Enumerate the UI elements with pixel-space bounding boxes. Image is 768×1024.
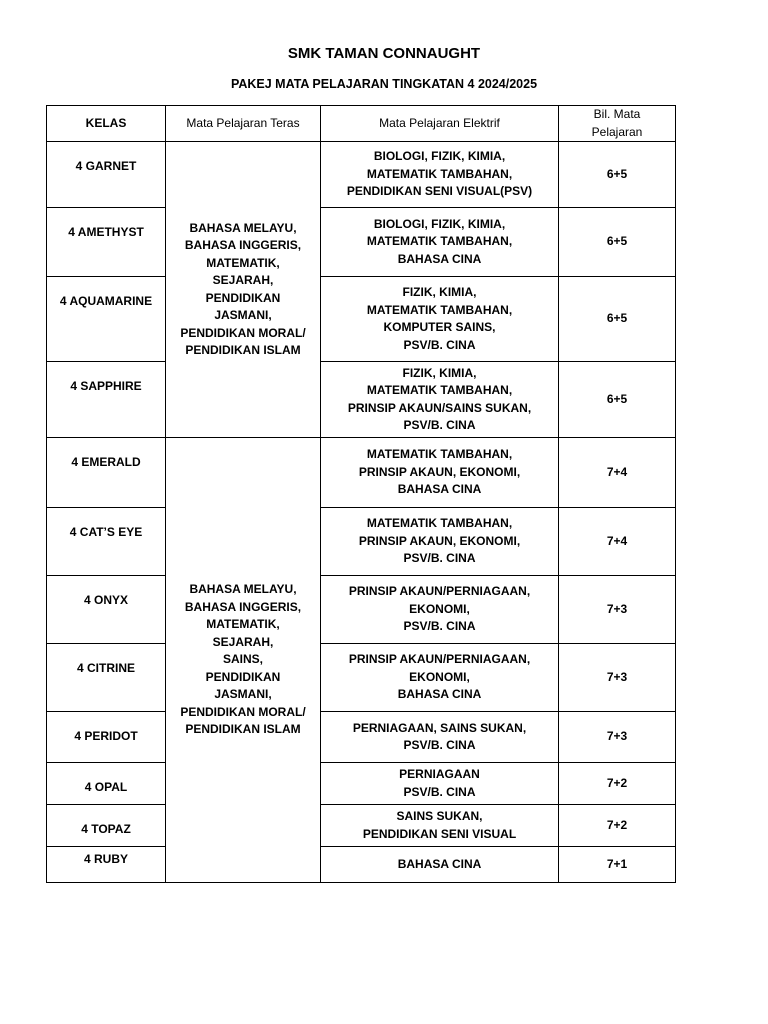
teras-line: SEJARAH, — [212, 634, 274, 649]
elektrif-cell — [321, 644, 559, 712]
elektrif-cell — [321, 763, 559, 805]
elektrif-line: PRINSIP AKAUN/PERNIAGAAN, — [348, 584, 531, 599]
teras-line: PENDIDIKAN — [205, 290, 281, 305]
table-row — [47, 508, 676, 576]
bil-cell: 7+2 — [559, 805, 676, 847]
elektrif-line: PENDIDIKAN SENI VISUAL — [362, 826, 517, 841]
bil-cell: 7+3 — [559, 712, 676, 763]
teras-line: BAHASA MELAYU, — [189, 220, 297, 235]
elektrif-line: EKONOMI, — [409, 601, 470, 616]
elektrif-cell — [321, 208, 559, 277]
kelas-cell: 4 AMETHYST — [47, 208, 166, 277]
table-row — [47, 142, 676, 208]
bil-cell: 6+5 — [559, 362, 676, 438]
document-subtitle: PAKEJ MATA PELAJARAN TINGKATAN 4 2024/2025 — [230, 77, 538, 91]
elektrif-line: PSV/B. CINA — [403, 418, 476, 432]
elektrif-line: PRINSIP AKAUN, EKONOMI, — [358, 464, 521, 479]
elektrif-line: BIOLOGI, FIZIK, KIMIA, — [373, 149, 506, 164]
elektrif-line: PRINSIP AKAUN, EKONOMI, — [358, 533, 521, 548]
elektrif-line: PSV/B. CINA — [403, 619, 476, 634]
teras-line: PENDIDIKAN ISLAM — [185, 722, 301, 737]
table-row — [47, 805, 676, 847]
teras-line: BAHASA INGGERIS, — [184, 238, 302, 252]
header-bil-line: Bil. Mata — [593, 107, 641, 121]
teras-line: PENDIDIKAN — [205, 669, 281, 684]
elektrif-cell — [321, 712, 559, 763]
elektrif-cell — [321, 508, 559, 576]
elektrif-line: MATEMATIK TAMBAHAN, — [366, 447, 513, 462]
table-row — [47, 763, 676, 805]
elektrif-line: BAHASA CINA — [397, 482, 482, 497]
teras-line: SAINS, — [222, 652, 263, 667]
kelas-cell: 4 GARNET — [47, 142, 166, 208]
elektrif-line: MATEMATIK TAMBAHAN, — [366, 302, 513, 317]
elektrif-cell — [321, 847, 559, 883]
elektrif-line: PSV/B. CINA — [403, 551, 476, 566]
elektrif-line: MATEMATIK TAMBAHAN, — [366, 516, 513, 531]
teras-line: PENDIDIKAN ISLAM — [185, 343, 301, 357]
table-row — [47, 576, 676, 644]
bil-cell: 6+5 — [559, 277, 676, 362]
elektrif-cell — [321, 142, 559, 208]
table-row — [47, 644, 676, 712]
teras-line: JASMANI, — [214, 687, 272, 702]
elektrif-line: FIZIK, KIMIA, — [402, 285, 477, 299]
table-row — [47, 208, 676, 277]
kelas-cell: 4 OPAL — [47, 763, 166, 805]
kelas-cell: 4 CITRINE — [47, 644, 166, 712]
elektrif-line: BAHASA CINA — [397, 687, 482, 702]
elektrif-line: MATEMATIK TAMBAHAN, — [366, 383, 513, 397]
bil-cell: 7+3 — [559, 576, 676, 644]
elektrif-line: KOMPUTER SAINS, — [383, 320, 496, 334]
elektrif-line: PERNIAGAAN, SAINS SUKAN, — [352, 720, 527, 735]
elektrif-cell — [321, 576, 559, 644]
elektrif-line: SAINS SUKAN, — [396, 809, 483, 823]
table-row — [47, 277, 676, 362]
kelas-cell: 4 AQUAMARINE — [47, 277, 166, 362]
document-title: SMK TAMAN CONNAUGHT — [287, 45, 481, 62]
bil-cell: 7+2 — [559, 763, 676, 805]
teras-line: BAHASA MELAYU, — [189, 582, 297, 597]
kelas-cell: 4 EMERALD — [47, 438, 166, 508]
elektrif-cell — [321, 438, 559, 508]
teras-line: JASMANI, — [214, 308, 272, 322]
subject-package-table — [46, 105, 676, 883]
teras-line: SEJARAH, — [212, 273, 274, 287]
bil-cell: 7+4 — [559, 508, 676, 576]
teras-line: BAHASA INGGERIS, — [184, 599, 302, 614]
kelas-cell: 4 TOPAZ — [47, 805, 166, 847]
kelas-cell: 4 ONYX — [47, 576, 166, 644]
teras-cell — [166, 142, 321, 438]
elektrif-line: PERNIAGAAN — [399, 767, 480, 781]
teras-cell — [166, 438, 321, 883]
teras-line: PENDIDIKAN MORAL/ — [180, 704, 306, 719]
teras-line: MATEMATIK, — [206, 617, 280, 632]
table-row — [47, 712, 676, 763]
elektrif-line: BAHASA CINA — [397, 856, 482, 871]
header-bil-line: Pelajaran — [591, 124, 643, 139]
teras-line: PENDIDIKAN MORAL/ — [180, 325, 306, 340]
table-row — [47, 847, 676, 883]
elektrif-line: FIZIK, KIMIA, — [402, 365, 477, 380]
table-row — [47, 438, 676, 508]
kelas-cell: 4 SAPPHIRE — [47, 362, 166, 438]
bil-cell: 7+1 — [559, 847, 676, 883]
elektrif-line: BAHASA CINA — [397, 251, 482, 266]
elektrif-line: PSV/B. CINA — [403, 784, 476, 799]
header-kelas: KELAS — [47, 106, 166, 142]
elektrif-line: PSV/B. CINA — [403, 738, 476, 752]
elektrif-line: EKONOMI, — [409, 669, 470, 684]
kelas-cell: 4 PERIDOT — [47, 712, 166, 763]
elektrif-line: PENDIDIKAN SENI VISUAL(PSV) — [346, 184, 533, 199]
elektrif-cell — [321, 362, 559, 438]
bil-cell: 7+3 — [559, 644, 676, 712]
elektrif-cell — [321, 805, 559, 847]
kelas-cell: 4 RUBY — [47, 847, 166, 883]
kelas-cell: 4 CAT’S EYE — [47, 508, 166, 576]
elektrif-line: BIOLOGI, FIZIK, KIMIA, — [373, 216, 506, 231]
header-elektrif: Mata Pelajaran Elektrif — [321, 106, 559, 142]
elektrif-line: PSV/B. CINA — [403, 337, 476, 352]
table-row — [47, 362, 676, 438]
elektrif-line: MATEMATIK TAMBAHAN, — [366, 166, 513, 181]
bil-cell: 7+4 — [559, 438, 676, 508]
header-teras: Mata Pelajaran Teras — [166, 106, 321, 142]
elektrif-line: PRINSIP AKAUN/PERNIAGAAN, — [348, 652, 531, 667]
bil-cell: 6+5 — [559, 208, 676, 277]
elektrif-line: PRINSIP AKAUN/SAINS SUKAN, — [347, 400, 532, 415]
bil-cell: 6+5 — [559, 142, 676, 208]
teras-line: MATEMATIK, — [206, 255, 280, 270]
header-bil — [559, 106, 676, 142]
table-header-row — [47, 106, 676, 142]
elektrif-line: MATEMATIK TAMBAHAN, — [366, 234, 513, 249]
elektrif-cell — [321, 277, 559, 362]
